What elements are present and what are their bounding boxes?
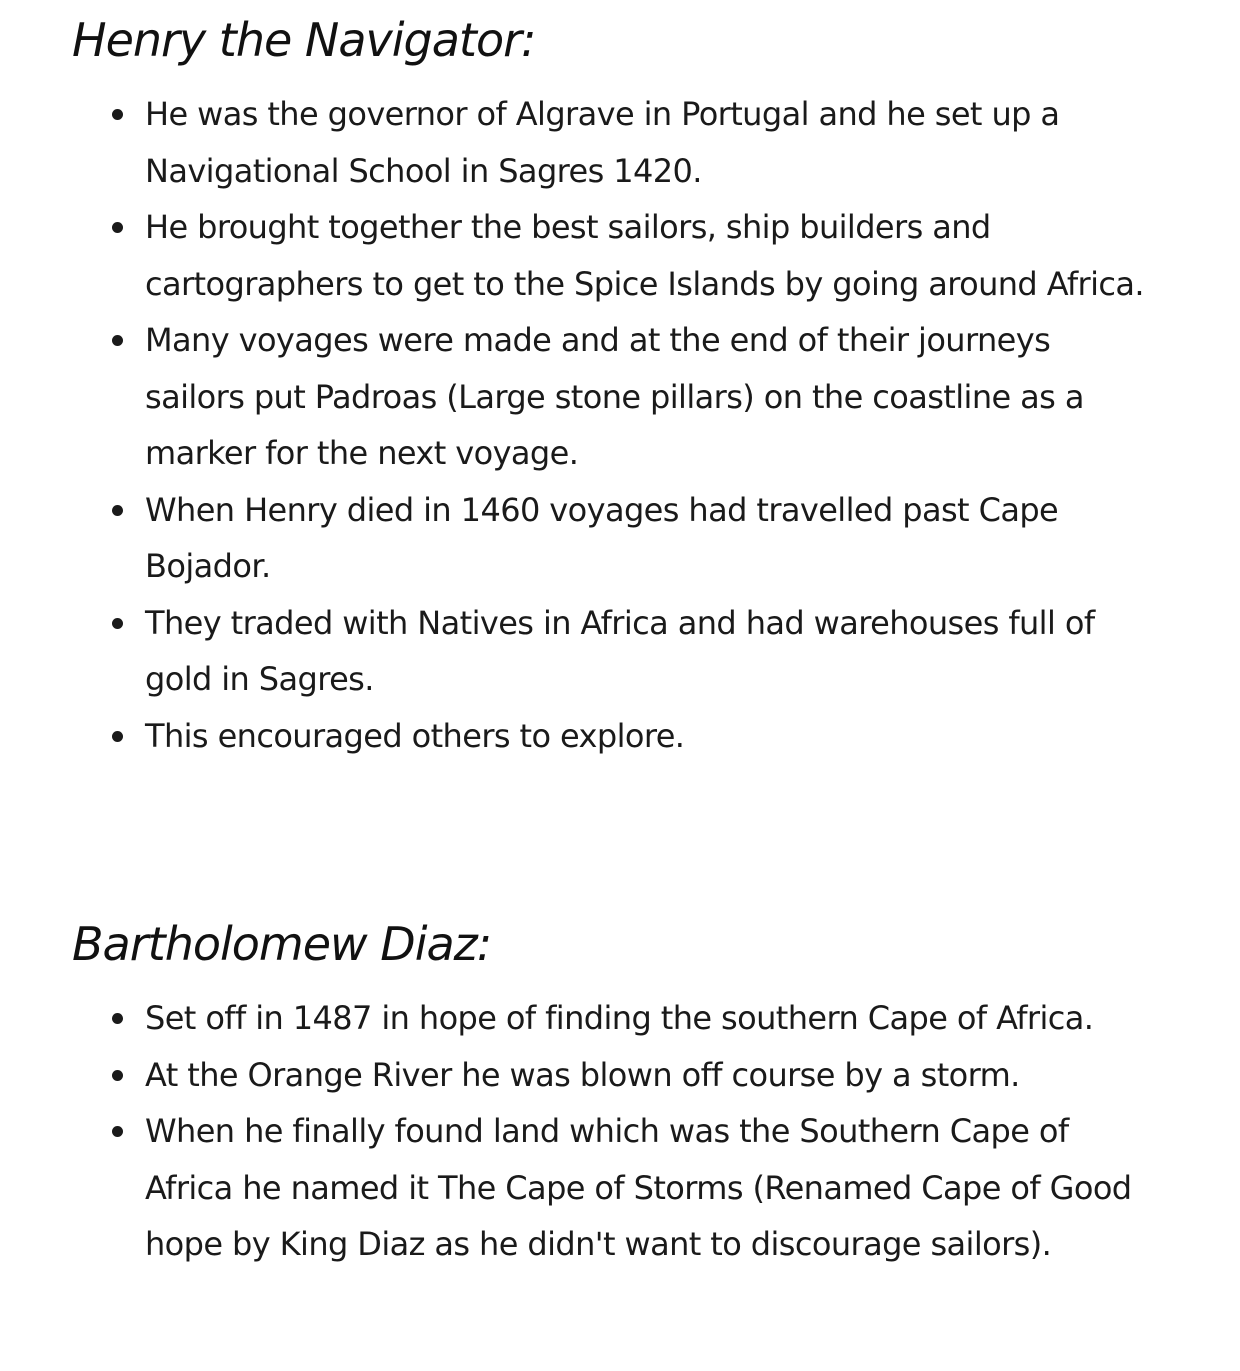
list-item	[72, 312, 1145, 482]
section-heading: Bartholomew Diaz:	[72, 917, 492, 971]
list-item	[72, 990, 1155, 1047]
bullet-icon	[112, 505, 123, 516]
list-item-text: When he finally found land which was the Southern Cape of Africa he named it The Cape of Storms (Renamed Cape of Good hope by King Diaz as he didn't want to discourage sailors).	[145, 1112, 1132, 1263]
list-item-text: Many voyages were made and at the end of their journeys sailors put Padroas (Large stone pillars) on the coastline as a marker for the next voyage.	[145, 321, 1084, 472]
list-item	[72, 1103, 1155, 1273]
list-item-text: At the Orange River he was blown off course by a storm.	[145, 1055, 1020, 1094]
bullet-list	[72, 990, 1192, 1273]
bullet-icon	[112, 731, 123, 742]
bullet-icon	[112, 1126, 123, 1137]
section-henry-the-navigator	[72, 0, 1192, 764]
list-item-text: This encouraged others to explore.	[145, 716, 685, 755]
list-item	[72, 199, 1145, 312]
bullet-icon	[112, 335, 123, 346]
list-item-text: Set off in 1487 in hope of finding the southern Cape of Africa.	[145, 999, 1094, 1037]
bullet-icon	[112, 1013, 123, 1024]
list-item	[72, 708, 1145, 765]
bullet-list	[72, 86, 1192, 764]
list-item	[72, 86, 1145, 199]
list-item	[72, 1047, 1155, 1104]
section-heading: Henry the Navigator:	[72, 13, 536, 67]
list-item	[72, 595, 1145, 708]
list-item	[72, 482, 1145, 595]
section-bartholomew-diaz	[72, 904, 1192, 1273]
bullet-icon	[112, 618, 123, 629]
list-item-text: He brought together the best sailors, ship builders and cartographers to get to the Spice Islands by going around Africa.	[145, 208, 1144, 303]
list-item-text: When Henry died in 1460 voyages had travelled past Cape Bojador.	[145, 490, 1059, 585]
list-item-text: They traded with Natives in Africa and had warehouses full of gold in Sagres.	[145, 603, 1095, 698]
bullet-icon	[112, 1070, 123, 1081]
list-item-text: He was the governor of Algrave in Portugal and he set up a Navigational School in Sagres 1420.	[145, 95, 1060, 190]
bullet-icon	[112, 222, 123, 233]
bullet-icon	[112, 109, 123, 120]
